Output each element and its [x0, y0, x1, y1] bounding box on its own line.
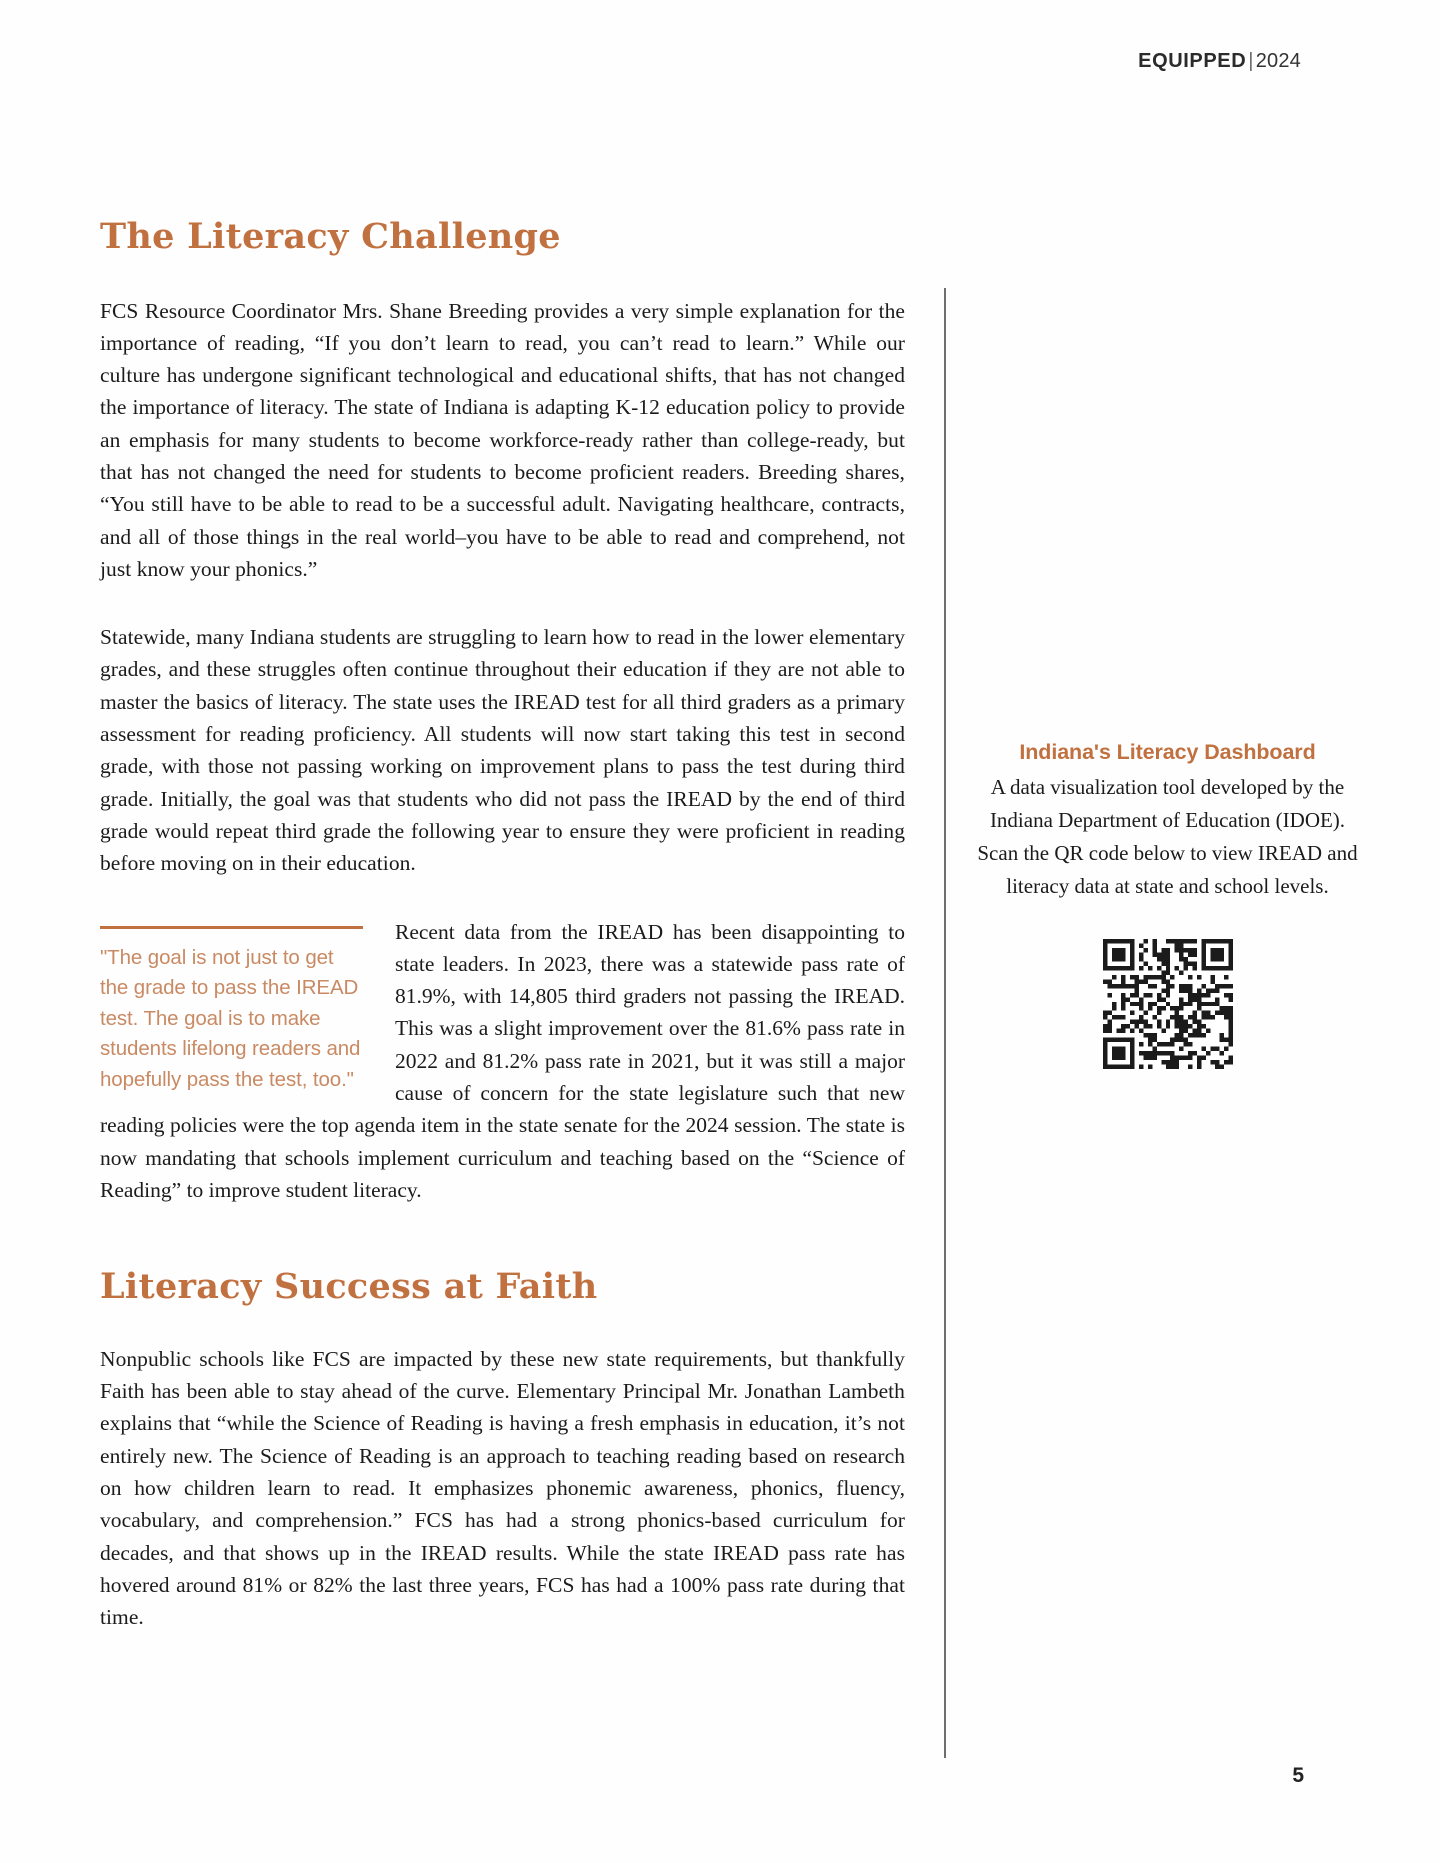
pullquote-and-flow-block [100, 916, 905, 1207]
paragraph-literacy-success-1: Nonpublic schools like FCS are impacted by these new state requirements, but thankfully Faith has been able to stay ahead of the curve. Elementary Principal Mr. Jonathan Lambeth explains that “while the Science of Reading is having a fresh emphasis in education, it’s not entirely new. The Science of Reading is an approach to teaching reading based on research on how children learn to read. It emphasizes phonemic awareness, phonics, fluency, vocabulary, and comprehension.” FCS has had a strong phonics-based curriculum for decades, and that shows up in the IREAD results. While the state IREAD pass rate has hovered around 81% or 82% the last three years, FCS has had a 100% pass rate during that time. [100, 1346, 905, 1630]
pull-quote-text: "The goal is not just to get the grade to pass the IREAD test. The goal is to make students lifelong readers and hopefully pass the test, too." [100, 945, 361, 1091]
header-separator: | [1248, 50, 1254, 72]
main-content-column [100, 218, 905, 1633]
section-spacer [100, 1206, 905, 1268]
column-divider-rule [944, 288, 946, 1758]
page-title-literacy-success: Literacy Success at Faith [100, 1266, 598, 1308]
paragraph-literacy-challenge-2: Statewide, many Indiana students are struggling to learn how to read in the lower elementary grades, and these struggles often continue throughout their education if they are not able to master the basics of literacy. The state uses the IREAD test for all third graders as a primary assessment for reading proficiency. All students will now start taking this test in second grade, with those not passing working on improvement plans to pass the test during third grade. Initially, the goal was that students who did not pass the IREAD by the end of third grade would repeat third grade the following year to ensure they were proficient in reading before moving on in their education. [100, 625, 905, 876]
sidebar-title: Indiana's Literacy Dashboard [1019, 740, 1316, 764]
sidebar-description: A data visualization tool developed by the Indiana Department of Education (IDOE). Scan the QR code below to view IREAD and literacy data at state and school levels. [977, 775, 1358, 898]
publication-year: 2024 [1255, 50, 1301, 72]
sidebar-literacy-dashboard [975, 740, 1360, 1069]
running-header [1138, 50, 1301, 73]
pull-quote [100, 926, 363, 1096]
page-number: 5 [1292, 1764, 1304, 1787]
publication-name: EQUIPPED [1138, 50, 1247, 72]
paragraph-literacy-challenge-3: Recent data from the IREAD has been disappointing to state leaders. In 2023, there was a statewide pass rate of 81.9%, with 14,805 third graders not passing the IREAD. This was a slight improvement over the 81.6% pass rate in 2022 and 81.2% pass rate in 2021, but it was still a major cause of concern for the state legislature such that new reading policies were the top agenda item in the state senate for the 2024 session. The state is now mandating that schools implement curriculum and teaching based on the “Science of Reading” to improve student literacy. [100, 919, 905, 1202]
paragraph-literacy-challenge-1: FCS Resource Coordinator Mrs. Shane Breeding provides a very simple explanation for the importance of reading, “If you don’t learn to read, you can’t read to learn.” While our culture has undergone significant technological and educational shifts, that has not changed the importance of literacy. The state of Indiana is adapting K-12 education policy to provide an emphasis for many students to become workforce-ready rather than college-ready, but that has not changed the need for students to become proficient readers. Breeding shares, “You still have to be able to read to be a successful adult. Navigating healthcare, contracts, and all of those things in the real world–you have to be able to read and comprehend, not just know your phonics.” [100, 298, 905, 581]
qr-code-icon[interactable] [1103, 939, 1233, 1069]
page-title-literacy-challenge: The Literacy Challenge [100, 216, 561, 257]
qr-code-container [975, 939, 1360, 1069]
